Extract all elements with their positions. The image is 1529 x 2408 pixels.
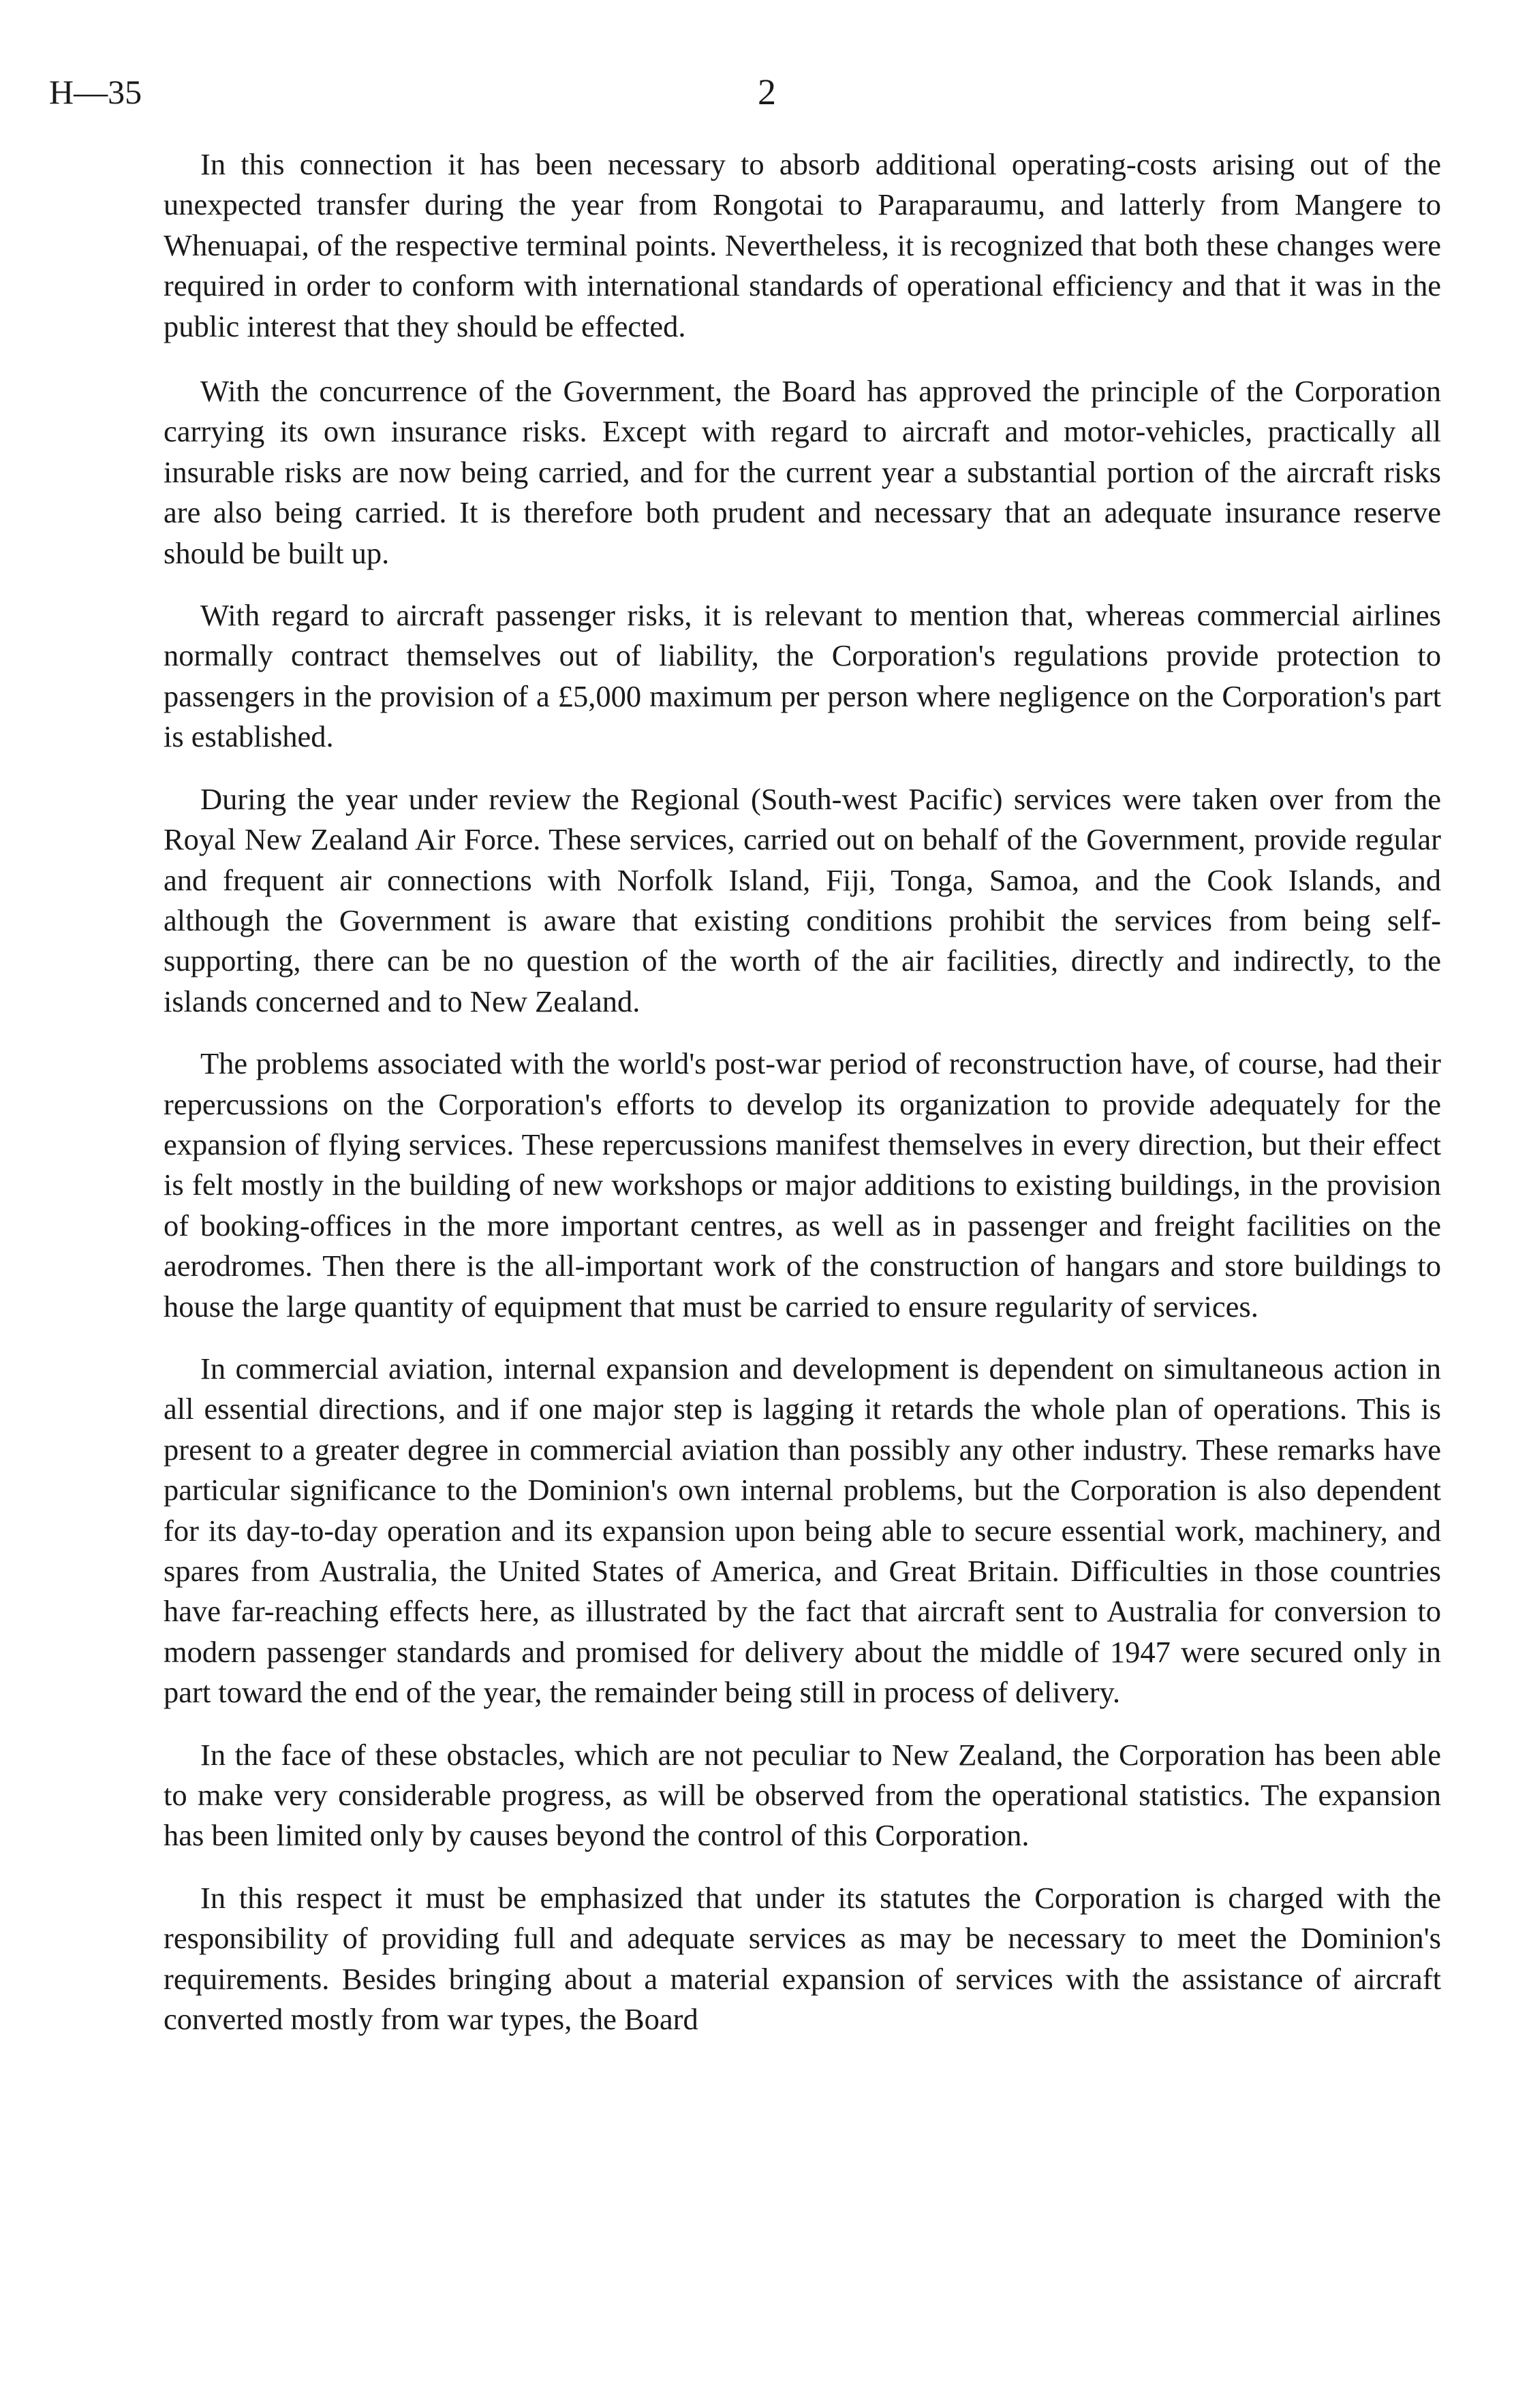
body-text: [164, 144, 1441, 2039]
document-reference: H—35: [49, 73, 142, 111]
paragraph-post-war-problems: The problems associated with the world's post-war period of reconstruction have, of course, had their repercussions on the Corporation's efforts to develop its organization to provide adequately for the expansion of flying services. These repercussions manifest themselves in every direction, but their effect is felt mostly in the building of new workshops or major additions to existing buildings, in the provision of booking-offices in the more important centres, as well as in passenger and freight facilities on the aerodromes. Then there is the all-important work of the construction of hangars and store buildings to house the large quantity of equipment that must be carried to ensure regularity of services.: [164, 1046, 1441, 1324]
paragraph-passenger-risks: With regard to aircraft passenger risks, it is relevant to mention that, whereas commercial airlines normally contract themselves out of liability, the Corporation's regulations provide protection to passengers in the provision of a £5,000 maximum per person where negligence on the Corporation's part is established.: [164, 598, 1441, 754]
page-header: [49, 65, 1480, 119]
paragraph-insurance-risks: With the concurrence of the Government, the Board has approved the principle of the Corporation carrying its own insurance risks. Except with regard to aircraft and motor-vehicles, practically all insurable risks are now being carried, and for the current year a substantial portion of the aircraft risks are also being carried. It is therefore both prudent and necessary that an adequate insurance reserve should be built up.: [164, 374, 1441, 570]
page-number: 2: [758, 72, 776, 112]
paragraph-commercial-aviation: In commercial aviation, internal expansion and development is dependent on simultaneous action in all essential directions, and if one major step is lagging it retards the whole plan of operations. This is present to a greater degree in commercial aviation than possibly any other industry. These remarks have particular significance to the Dominion's own internal problems, but the Corporation is also dependent for its day-to-day operation and its expansion upon being able to secure essential work, machinery, and spares from Australia, the United States of America, and Great Britain. Difficulties in those countries have far-reaching effects here, as illustrated by the fact that aircraft sent to Australia for conversion to modern passenger standards and promised for delivery about the middle of 1947 were secured only in part toward the end of the year, the remainder being still in process of delivery.: [164, 1351, 1441, 1710]
paragraph-regional-services: During the year under review the Regional (South-west Pacific) services were taken over from the Royal New Zealand Air Force. These services, carried out on behalf of the Government, provide regular and frequent air connections with Norfolk Island, Fiji, Tonga, Samoa, and the Cook Islands, and although the Government is aware that existing conditions prohibit the services from being self-supporting, there can be no question of the worth of the air facilities, directly and indirectly, to the islands concerned and to New Zealand.: [164, 781, 1441, 1018]
paragraph-progress: In the face of these obstacles, which are not peculiar to New Zealand, the Corporation has been able to make very considerable progress, as will be observed from the operational statistics. The expansion has been limited only by causes beyond the control of this Corporation.: [164, 1737, 1441, 1853]
paragraph-terminal-transfers: In this connection it has been necessary to absorb additional operating-costs arising out of the unexpected transfer during the year from Rongotai to Paraparaumu, and latterly from Mangere to Whenuapai, of the respective terminal points. Nevertheless, it is recognized that both these changes were required in order to conform with international standards of operational efficiency and that it was in the public interest that they should be effected.: [164, 147, 1441, 343]
paragraph-statutory-responsibility: In this respect it must be emphasized that under its statutes the Corporation is charged with the responsibility of providing full and adequate services as may be necessary to meet the Dominion's requirements. Besides bringing about a material expansion of services with the assistance of aircraft converted mostly from war types, the Board: [164, 1880, 1441, 2037]
